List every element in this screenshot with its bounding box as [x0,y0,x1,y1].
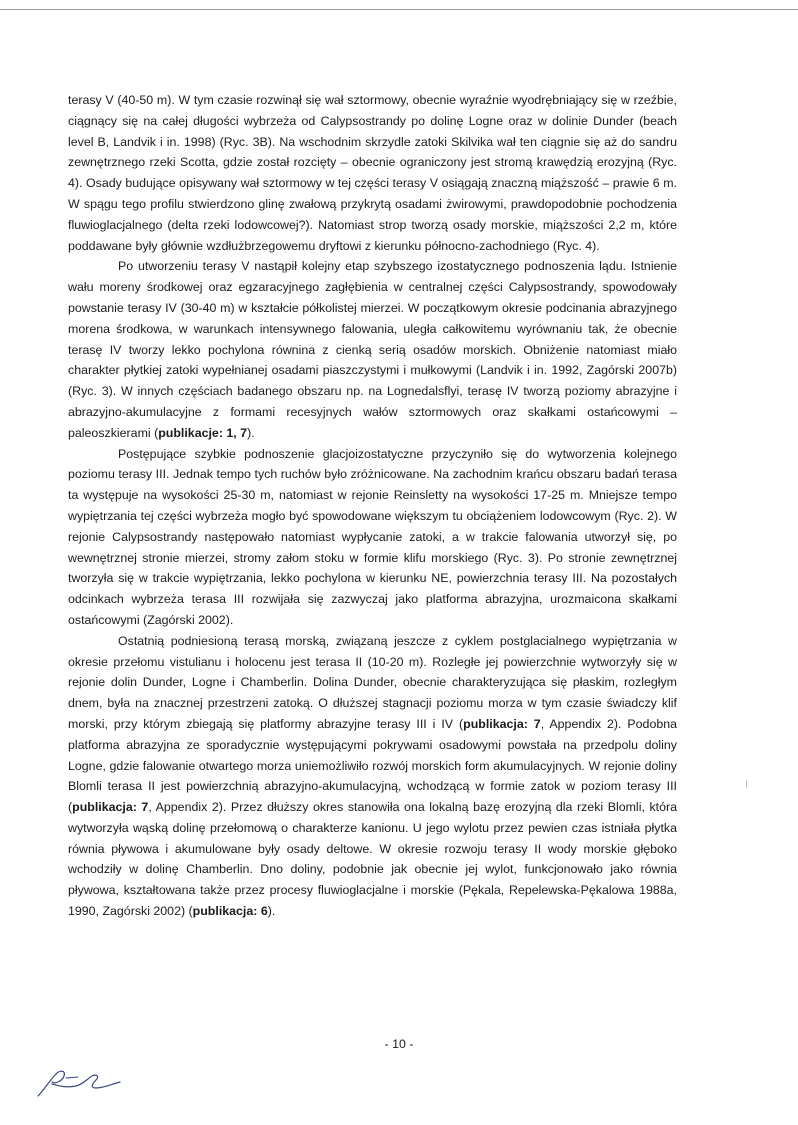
page-body [68,90,677,922]
body-paragraph [68,631,677,922]
publication-reference: publikacja: 6 [192,904,268,919]
publication-reference: publikacje: 1, 7 [158,425,248,440]
publication-reference: publikacja: 7 [72,800,149,815]
page-number: - 10 - [384,1037,414,1051]
paragraph-text: ). [247,425,255,440]
paragraph-text: Postępujące szybkie podnoszenie glacjoizostatyczne przyczyniło się do wytworzenia kolejnego poziomu terasy III. Jednak tempo tych ruchów było zróżnicowane. Na zachodnim krańcu obszaru badań terasa ta występuje na wysokości 25-30 m, natomiast w rejonie Reinsletty na wysokości 17-25 m. Mniejsze tempo wypiętrzania tej części wybrzeża mogło być spowodowane większym tu obciążeniem lodowcowym (Ryc. 2). W rejonie Calypsostrandy następowało natomiast wypłycanie zatoki, a w trakcie falowania utworzył się, po wewnętrznej stronie mierzei, stromy załom stoku w formie klifu morskiego (Ryc. 3). Po stronie zewnętrznej tworzyła się w trakcie wypiętrzania, lekko pochylona w kierunku NE, powierzchnia terasy III. Na pozostałych odcinkach wybrzeża terasa III rozwijała się zazwyczaj jako platforma abrazyjna, urozmaicona skałkami ostańcowymi (Zagórski 2002). [68,446,677,627]
handwritten-signature [30,1062,130,1102]
paragraph-text: , Appendix 2). Podobna platforma abrazyjna ze sporadycznie występującymi pokrywami osadowymi powstała na przedpolu doliny Logne, gdzie falowanie otwartego morza uniemożliwiło rozwój morskich form akumulacyjnych. W rejonie doliny Blomli terasa II jest powierzchnią abrazyjno-akumulacyjną, wchodzącą w formie zatok w poziom terasy III ( [68,716,678,815]
body-paragraph [68,90,677,256]
header-rule [0,9,798,10]
paragraph-text: terasy V (40-50 m). W tym czasie rozwinął się wał sztormowy, obecnie wyraźnie wyodrębniający się w rzeźbie, ciągnący się na całej długości wybrzeża od Calypsostrandy po dolinę Logne oraz w dolinie Dunder (beach level B, Landvik i in. 1998) (Ryc. 3B). Na wschodnim skrzydle zatoki Skilvika wał ten ciągnie się aż do sandru zewnętrznego rzeki Scotta, gdzie został rozcięty – obecnie ograniczony jest stromą krawędzią erozyjną (Ryc. 4). Osady budujące opisywany wał sztormowy w tej części terasy V osiągają znaczną miąższość – prawie 6 m. W spągu tego profilu stwierdzono glinę zwałową przykrytą osadami żwirowymi, prawdopodobnie pochodzenia fluwioglacjalnego (delta rzeki lodowcowej?). Natomiast strop tworzą osady morskie, miąższości 2,2 m, które poddawane były głównie wzdłużbrzegowemu dryftowi z kierunku północno-zachodniego (Ryc. 4). [68,93,677,253]
body-paragraph [68,444,677,631]
paragraph-text: , Appendix 2). Przez dłuższy okres stanowiła ona lokalną bazę erozyjną dla rzeki Blomli, która wytworzyła wąską dolinę przełomową o charakterze kanionu. U jego wylotu przez pewien czas istniała płytka równia pływowa i akumulowane były osady deltowe. W okresie rozwoju terasy II wody morskie głęboko wchodziły w dolinę Chamberlin. Dno doliny, podobnie jak obecnie jej wylot, funkcjonowało jako równia pływowa, kształtowana także przez procesy fluwioglacjalne i morskie (Pękala, Repelewska-Pękalowa 1988a, 1990, Zagórski 2002) ( [68,800,677,919]
publication-reference: publikacja: 7 [463,716,541,731]
scan-mark [746,780,751,788]
paragraph-text: Po utworzeniu terasy V nastąpił kolejny etap szybszego izostatycznego podnoszenia lądu. Istnienie wału moreny środkowej oraz egzaracyjnego zagłębienia w centralnej części Calypsostrandy, spowodowały powstanie terasy IV (30-40 m) w kształcie półkolistej mierzei. W początkowym okresie podcinania abrazyjnego morena środkowa, w warunkach intensywnego falowania, uległa całkowitemu wyrównaniu tak, że obecnie terasę IV tworzy lekko pochylona równina z cienką serią osadów morskich. Obniżenie natomiast miało charakter płytkiej zatoki wypełnianej osadami piaszczystymi i mułkowymi (Landvik i in. 1992, Zagórski 2007b) (Ryc. 3). W innych częściach badanego obszaru np. na Lognedalsflyi, terasę IV tworzą poziomy abrazyjne i abrazyjno-akumulacyjne z formami recesyjnych wałów sztormowych oraz skałkami ostańcowymi – paleoszkierami ( [68,259,677,440]
paragraph-text: Ostatnią podniesioną terasą morską, związaną jeszcze z cyklem postglacialnego wypiętrzania w okresie przełomu vistulianu i holocenu jest terasa II (10-20 m). Rozległe jej powierzchnie wytworzyły się w rejonie dolin Dunder, Logne i Chamberlin. Dolina Dunder, obecnie charakteryzująca się płaskim, rozległym dnem, była na znacznej przestrzeni zatoką. O dłuższej stagnacji poziomu morza w tym czasie świadczy klif morski, przy którym zbiegają się platformy abrazyjne terasy III i IV ( [68,633,677,731]
paragraph-text: ). [267,904,276,919]
body-paragraph [68,256,677,443]
